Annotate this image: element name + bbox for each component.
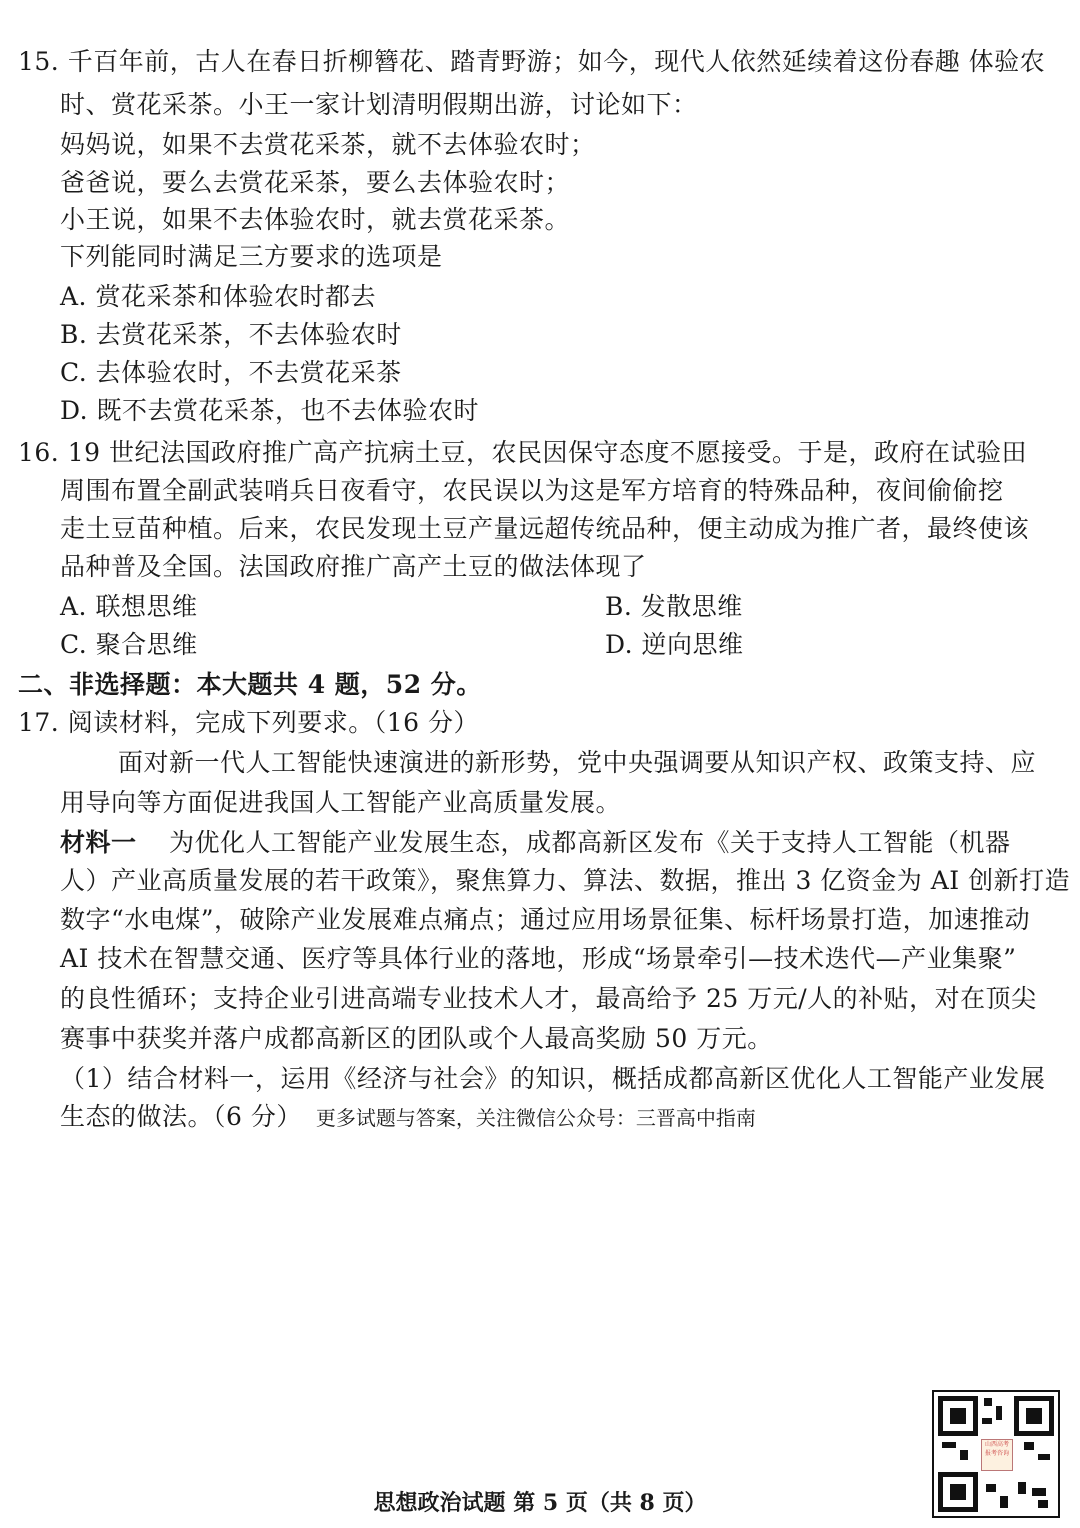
q15-dad-statement: 爸爸说，要么去赏花采茶，要么去体验农时； bbox=[60, 168, 571, 197]
q17-sub1-text: 生态的做法。（6 分） bbox=[60, 1102, 302, 1131]
q15-option-b: B. 去赏花采茶，不去体验农时 bbox=[60, 320, 402, 349]
q16-option-d: D. 逆向思维 bbox=[605, 630, 744, 659]
q17-material1-line6: 赛事中获奖并落户成都高新区的团队或个人最高奖励 50 万元。 bbox=[60, 1024, 773, 1053]
qr-finder-top-right bbox=[1014, 1396, 1054, 1436]
qr-finder-top-left bbox=[938, 1396, 978, 1436]
q15-option-d: D. 既不去赏花采茶，也不去体验农时 bbox=[60, 396, 480, 425]
section-2-heading: 二、非选择题：本大题共 4 题，52 分。 bbox=[18, 670, 482, 699]
q17-intro-line1: 面对新一代人工智能快速演进的新形势，党中央强调要从知识产权、政策支持、应 bbox=[118, 748, 1037, 777]
q17-intro-line2: 用导向等方面促进我国人工智能产业高质量发展。 bbox=[60, 788, 622, 817]
q17-sub1-line2 bbox=[60, 1100, 756, 1135]
q16-line2: 周围布置全副武装哨兵日夜看守，农民误以为这是军方培育的特殊品种，夜间偷偷挖 bbox=[60, 476, 1004, 505]
promo-note: 更多试题与答案，关注微信公众号：三晋高中指南 bbox=[315, 1106, 756, 1130]
q15-mom-statement: 妈妈说，如果不去赏花采茶，就不去体验农时； bbox=[60, 130, 596, 159]
q16-line3: 走土豆苗种植。后来，农民发现土豆产量远超传统品种，便主动成为推广者，最终使该 bbox=[60, 514, 1030, 543]
material1-text: 为优化人工智能产业发展生态，成都高新区发布《关于支持人工智能（机器 bbox=[168, 828, 1011, 857]
q17-material1-line4: AI 技术在智慧交通、医疗等具体行业的落地，形成“场景牵引—技术迭代—产业集聚” bbox=[60, 944, 1017, 973]
q16-option-b: B. 发散思维 bbox=[605, 592, 743, 621]
material1-label: 材料一 bbox=[60, 828, 137, 857]
q15-line2: 时、赏花采茶。小王一家计划清明假期出游，讨论如下： bbox=[60, 90, 698, 119]
q17-sub1-line1: （1）结合材料一，运用《经济与社会》的知识，概括成都高新区优化人工智能产业发展 bbox=[60, 1064, 1046, 1093]
q15-line1: 15. 千百年前，古人在春日折柳簪花、踏青野游；如今，现代人依然延续着这份春趣 体验农 bbox=[18, 47, 1046, 76]
q17-material1-line5: 的良性循环；支持企业引进高端专业技术人才，最高给予 25 万元/人的补贴，对在顶尖 bbox=[60, 984, 1037, 1013]
q16-line4: 品种普及全国。法国政府推广高产土豆的做法体现了 bbox=[60, 552, 647, 581]
q15-option-c: C. 去体验农时，不去赏花采茶 bbox=[60, 358, 402, 387]
q15-stem: 下列能同时满足三方要求的选项是 bbox=[60, 242, 443, 271]
q15-option-a: A. 赏花采茶和体验农时都去 bbox=[60, 282, 376, 311]
q16-option-a: A. 联想思维 bbox=[60, 592, 198, 621]
q17-material1-line1 bbox=[60, 826, 1010, 860]
q16-options-row2 bbox=[60, 628, 1060, 662]
q17-material1-line3: 数字“水电煤”，破除产业发展难点痛点；通过应用场景征集、标杆场景打造，加速推动 bbox=[60, 905, 1031, 934]
q17-material1-line2: 人）产业高质量发展的若干政策》，聚焦算力、算法、数据，推出 3 亿资金为 AI 创新打造 bbox=[60, 866, 1071, 895]
q15-xiaowang-statement: 小王说，如果不去体验农时，就去赏花采茶。 bbox=[60, 205, 571, 234]
page-footer: 思想政治试题 第 5 页（共 8 页） bbox=[373, 1490, 707, 1516]
q16-line1: 16. 19 世纪法国政府推广高产抗病土豆，农民因保守态度不愿接受。于是，政府在试验田 bbox=[18, 438, 1027, 467]
q17-header: 17. 阅读材料，完成下列要求。（16 分） bbox=[18, 708, 479, 737]
q16-option-c: C. 聚合思维 bbox=[60, 630, 198, 659]
q16-options-row1 bbox=[60, 590, 1060, 624]
qr-center-logo: 山西高考 报考咨询 bbox=[981, 1439, 1013, 1471]
